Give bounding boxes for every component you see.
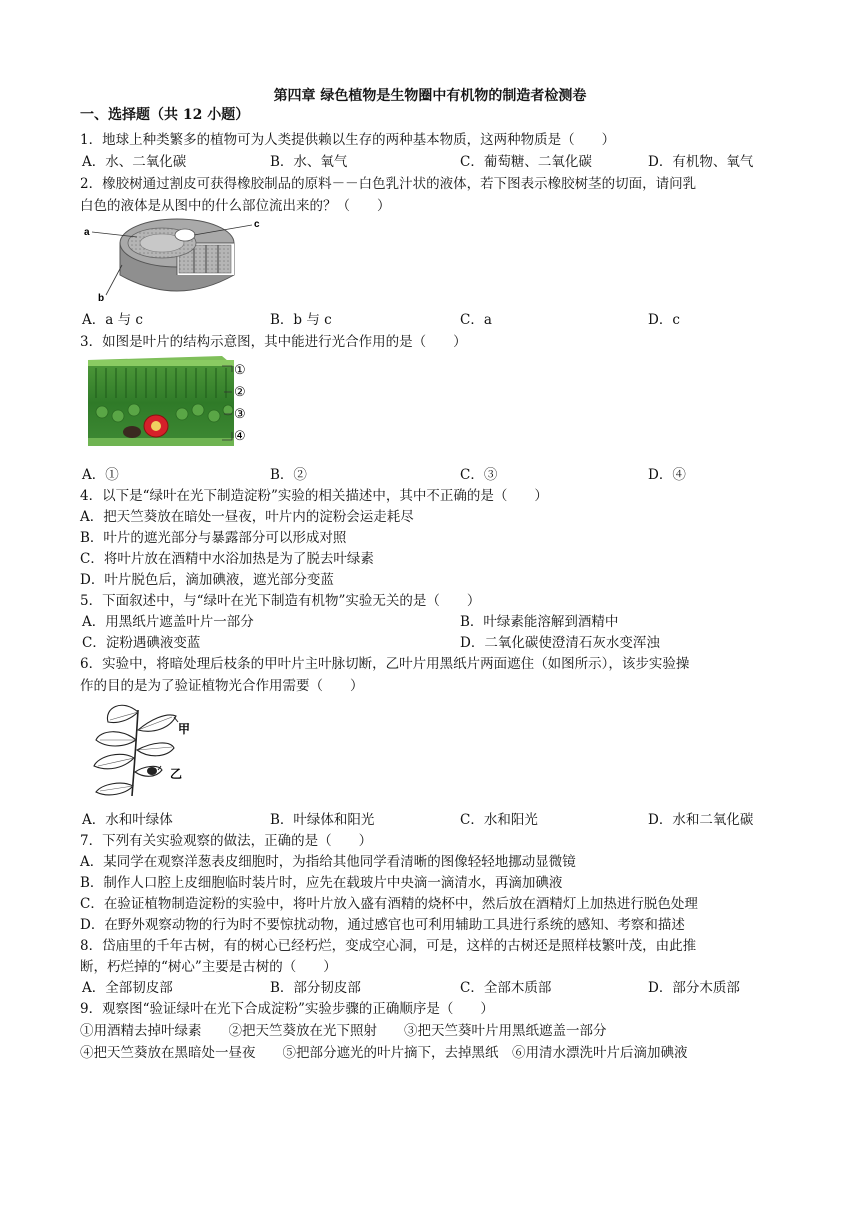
q7-stem: 7．下列有关实验观察的做法，正确的是（ ）: [80, 833, 373, 849]
q1-option-d: D．有机物、氧气: [648, 154, 754, 170]
q2-stem-line2: 白色的液体是从图中的什么部位流出来的？（ ）: [80, 198, 391, 214]
fig6-label-jia: 甲: [178, 722, 191, 736]
section-heading: 一、选择题（共 12 小题）: [80, 107, 250, 123]
leaf-structure-figure: [82, 350, 252, 458]
fig3-label-3: ③: [234, 407, 246, 422]
q5-stem: 5．下面叙述中，与“绿叶在光下制造有机物”实验无关的是（ ）: [80, 593, 481, 609]
q3-option-b: B．②: [270, 467, 307, 483]
q5-option-b: B．叶绿素能溶解到酒精中: [460, 614, 619, 630]
q8-option-a: A．全部韧皮部: [82, 980, 173, 996]
q9-stem: 9．观察图“验证绿叶在光下合成淀粉”实验步骤的正确顺序是（ ）: [80, 1001, 494, 1017]
page-title: 第四章 绿色植物是生物圈中有机物的制造者检测卷: [273, 88, 587, 104]
q1-option-b: B．水、氧气: [270, 154, 348, 170]
stem-cross-section-figure: [82, 215, 272, 305]
q4-option-a: A．把天竺葵放在暗处一昼夜，叶片内的淀粉会运走耗尽: [80, 509, 414, 525]
q8-option-d: D．部分木质部: [648, 980, 740, 996]
q8-stem-line1: 8．岱庙里的千年古树，有的树心已经朽烂，变成空心洞，可是，这样的古树还是照样枝繁叶茂，由此推: [80, 938, 697, 954]
q6-option-d: D．水和二氧化碳: [648, 812, 754, 828]
fig3-label-4: ④: [234, 429, 246, 444]
fig3-label-2: ②: [234, 385, 246, 400]
q5-option-d: D．二氧化碳使澄清石灰水变浑浊: [460, 635, 660, 651]
q6-option-c: C．水和阳光: [460, 812, 538, 828]
q3-option-a: A．①: [82, 467, 119, 483]
q8-option-c: C．全部木质部: [460, 980, 552, 996]
q2-option-b: B．b 与 c: [270, 312, 332, 328]
q2-stem-line1: 2．橡胶树通过割皮可获得橡胶制品的原料－－白色乳汁状的液体，若下图表示橡胶树茎的切面，请问乳: [80, 176, 697, 192]
q2-option-c: C．a: [460, 312, 492, 328]
q5-option-c: C．淀粉遇碘液变蓝: [82, 635, 201, 651]
q6-stem-line2: 作的目的是为了验证植物光合作用需要（ ）: [80, 678, 364, 694]
fig6-label-yi: 乙: [170, 767, 183, 781]
q4-option-c: C．将叶片放在酒精中水浴加热是为了脱去叶绿素: [80, 551, 374, 567]
q5-option-a: A．用黑纸片遮盖叶片一部分: [82, 614, 254, 630]
q1-option-c: C．葡萄糖、二氧化碳: [460, 154, 592, 170]
q6-option-a: A．水和叶绿体: [82, 812, 173, 828]
q9-steps-line2: ④把天竺葵放在黑暗处一昼夜 ⑤把部分遮光的叶片摘下，去掉黑纸 ⑥用清水漂洗叶片后滴加碘液: [80, 1045, 688, 1061]
q6-stem-line1: 6．实验中，将暗处理后枝条的甲叶片主叶脉切断，乙叶片用黑纸片两面遮住（如图所示），该步实验操: [80, 656, 690, 672]
q4-option-d: D．叶片脱色后，滴加碘液，遮光部分变蓝: [80, 572, 334, 588]
fig2-label-a: a: [84, 227, 90, 238]
q4-option-b: B．叶片的遮光部分与暴露部分可以形成对照: [80, 530, 347, 546]
q2-option-a: A．a 与 c: [82, 312, 143, 328]
q6-option-b: B．叶绿体和阳光: [270, 812, 375, 828]
q7-option-a: A．某同学在观察洋葱表皮细胞时，为指给其他同学看清晰的图像轻轻地挪动显微镜: [80, 854, 576, 870]
q7-option-b: B．制作人口腔上皮细胞临时装片时，应先在载玻片中央滴一滴清水，再滴加碘液: [80, 875, 563, 891]
q7-option-c: C．在验证植物制造淀粉的实验中，将叶片放入盛有酒精的烧杯中，然后放在酒精灯上加热进行脱色处理: [80, 896, 698, 912]
q7-option-d: D．在野外观察动物的行为时不要惊扰动物，通过感官也可利用辅助工具进行系统的感知、考察和描述: [80, 917, 685, 933]
q9-steps-line1: ①用酒精去掉叶绿素 ②把天竺葵放在光下照射 ③把天竺葵叶片用黑纸遮盖一部分: [80, 1023, 607, 1039]
q8-stem-line2: 断，朽烂掉的“树心”主要是古树的（ ）: [80, 959, 337, 975]
fig2-label-b: b: [98, 293, 105, 304]
q1-option-a: A．水、二氧化碳: [82, 154, 187, 170]
fig3-label-1: ①: [234, 363, 246, 378]
q3-stem: 3．如图是叶片的结构示意图，其中能进行光合作用的是（ ）: [80, 334, 467, 350]
branch-leaves-figure: [82, 700, 202, 798]
q1-stem: 1．地球上种类繁多的植物可为人类提供赖以生存的两种基本物质，这两种物质是（ ）: [80, 132, 616, 148]
q8-option-b: B．部分韧皮部: [270, 980, 361, 996]
fig2-label-c: c: [254, 219, 260, 230]
q4-stem: 4．以下是“绿叶在光下制造淀粉”实验的相关描述中，其中不正确的是（ ）: [80, 488, 548, 504]
q3-option-c: C．③: [460, 467, 498, 483]
q3-option-d: D．④: [648, 467, 686, 483]
q2-option-d: D．c: [648, 312, 680, 328]
